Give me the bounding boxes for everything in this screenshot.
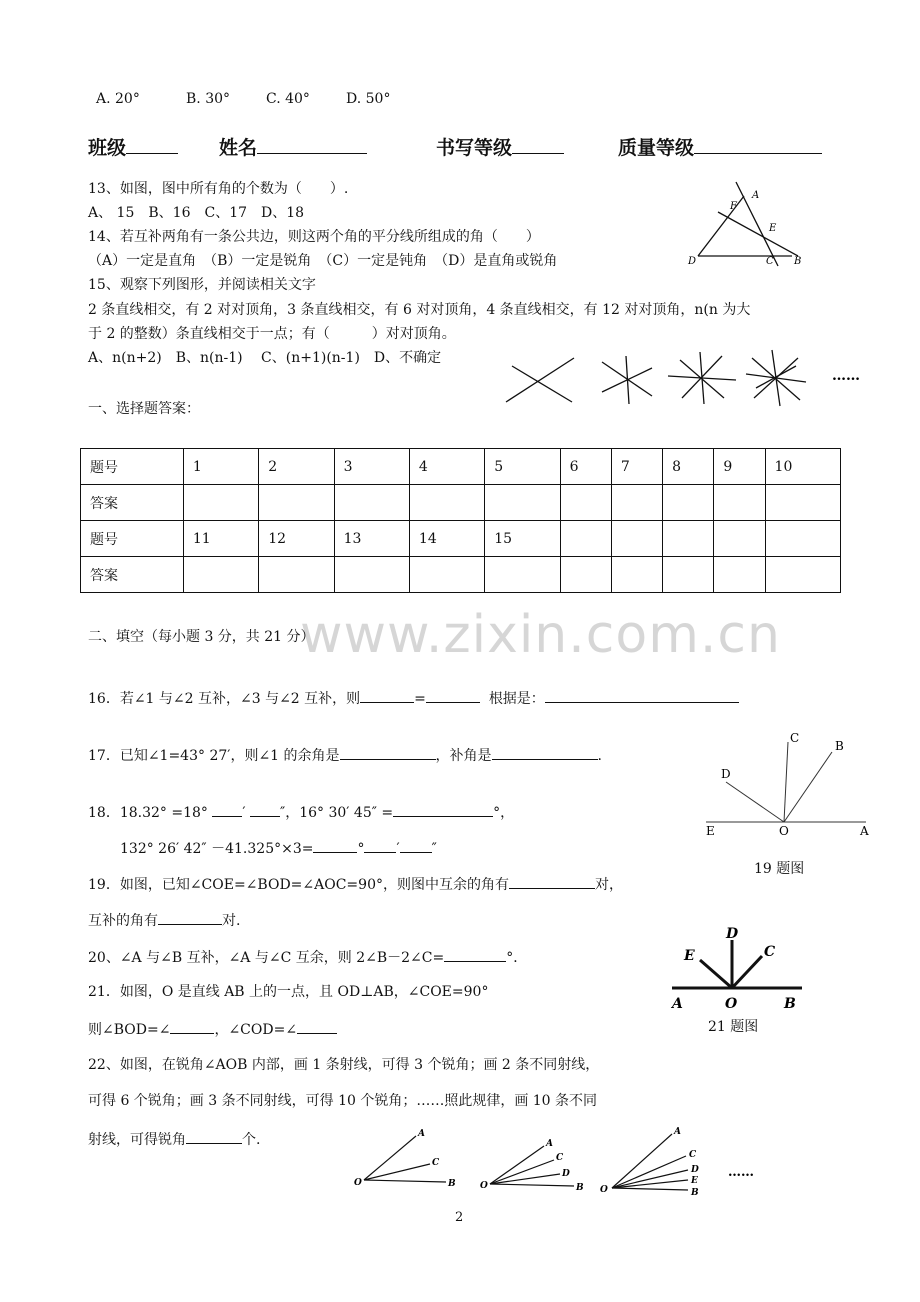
row-label: 答案 <box>81 557 184 593</box>
q13-label-b: B <box>794 256 802 267</box>
answer-cell[interactable] <box>485 557 560 593</box>
q22-line-3 <box>88 1129 260 1149</box>
answer-cell[interactable] <box>714 485 765 521</box>
q21-label-d: D <box>726 926 739 942</box>
q21-ray-oe <box>700 960 732 988</box>
svg-text:A: A <box>546 1139 553 1149</box>
q17-text-a: 17．已知∠1=43° 27′，则∠1 的余角是 <box>88 748 340 764</box>
row-label: 题号 <box>81 449 184 485</box>
question-number: 10 <box>765 449 840 485</box>
svg-text:D: D <box>562 1169 570 1179</box>
answer-cell[interactable] <box>663 485 714 521</box>
q19-text-c: 互补的角有 <box>88 913 158 929</box>
writing-grade-label: 书写等级 <box>436 137 513 159</box>
question-number: 12 <box>259 521 334 557</box>
q21-line-2 <box>88 1019 337 1039</box>
q16-text-c: 根据是： <box>488 691 545 707</box>
question-number <box>714 521 765 557</box>
svg-text:B: B <box>576 1183 584 1193</box>
svg-text:C: C <box>689 1150 697 1160</box>
q22-blank[interactable] <box>186 1129 242 1144</box>
q18-blank-degrees[interactable] <box>393 802 493 817</box>
question-number <box>611 521 662 557</box>
svg-text:O: O <box>600 1185 608 1195</box>
q16-text-b: = <box>414 691 426 707</box>
q21-blank-bod[interactable] <box>170 1019 214 1034</box>
q13-label-e: E <box>769 223 777 234</box>
q18-text-f: ° <box>357 841 365 857</box>
section2-title: 二、填空（每小题 3 分，共 21 分） <box>88 629 315 645</box>
q18-line-2 <box>120 838 437 858</box>
page-number: 2 <box>455 1210 464 1225</box>
answer-cell[interactable] <box>765 485 840 521</box>
q19-line-2 <box>88 910 240 930</box>
answer-cell[interactable] <box>259 485 334 521</box>
q12-option-a: A. 20° <box>96 91 140 107</box>
q18-text-h: ″ <box>431 841 437 857</box>
q19-ray-od <box>726 782 784 822</box>
answer-cell[interactable] <box>560 557 611 593</box>
question-number <box>765 521 840 557</box>
row-label: 答案 <box>81 485 184 521</box>
q15-text: 15、观察下列图形，并阅读相关文字 <box>88 277 316 293</box>
q17-blank-supplement[interactable] <box>492 745 598 760</box>
question-number: 9 <box>714 449 765 485</box>
q22-ellipsis: …… <box>728 1165 754 1180</box>
q21-label-a: A <box>672 996 683 1012</box>
answer-cell[interactable] <box>183 557 258 593</box>
q21-ray-oc <box>732 956 762 988</box>
q19-label-d: D <box>721 767 731 781</box>
answer-table <box>80 448 841 593</box>
q19-ray-oc <box>784 742 788 822</box>
svg-text:B: B <box>448 1179 456 1189</box>
q18-blank-sec2[interactable] <box>400 838 432 853</box>
q19-blank-complementary[interactable] <box>509 874 595 889</box>
q21-caption: 21 题图 <box>708 1019 759 1035</box>
answer-cell[interactable] <box>714 557 765 593</box>
question-number: 1 <box>183 449 258 485</box>
answer-cell[interactable] <box>663 557 714 593</box>
answer-cell[interactable] <box>409 485 484 521</box>
q19-label-c: C <box>790 731 800 745</box>
question-number: 11 <box>183 521 258 557</box>
question-number: 7 <box>611 449 662 485</box>
svg-text:E: E <box>691 1176 698 1186</box>
q16 <box>88 688 739 708</box>
q21-label-c: C <box>764 944 776 960</box>
q20-blank[interactable] <box>444 947 506 962</box>
class-label: 班级 <box>88 137 127 159</box>
q21-text-b: 则∠BOD=∠ <box>88 1022 171 1038</box>
q18-text-e: 132° 26′ 42″ －41.325°×3= <box>120 841 314 857</box>
q12-option-c: C. 40° <box>266 91 310 107</box>
table-row <box>81 557 841 593</box>
q22-fig-3-rays <box>600 1127 699 1198</box>
svg-text:O: O <box>480 1181 488 1191</box>
q13-text: 13、如图，图中所有角的个数为（ ）. <box>88 181 349 197</box>
quality-grade-blank[interactable] <box>694 135 822 154</box>
q15-figures <box>500 346 880 408</box>
q16-blank-1[interactable] <box>360 688 414 703</box>
question-number: 8 <box>663 449 714 485</box>
q21-text-c: ，∠COD=∠ <box>214 1022 298 1038</box>
q19-text-b: 对， <box>594 877 623 893</box>
q13-line-fb <box>718 212 798 256</box>
question-number: 15 <box>485 521 560 557</box>
q18-text-b: ′ <box>242 805 246 821</box>
q21-figure <box>668 918 808 1014</box>
q21-text: 21．如图，O 是直线 AB 上的一点，且 OD⊥AB，∠COE=90° <box>88 984 489 1000</box>
q15-fig-5-lines <box>746 350 806 406</box>
q18-blank-deg2[interactable] <box>313 838 357 853</box>
svg-text:O: O <box>354 1178 362 1188</box>
q20-text-a: 20、∠A 与∠B 互补，∠A 与∠C 互余，则 2∠B－2∠C= <box>88 950 445 966</box>
q13-label-c: C <box>766 256 774 267</box>
svg-text:C: C <box>432 1158 440 1168</box>
class-blank[interactable] <box>126 135 178 154</box>
answer-cell[interactable] <box>765 557 840 593</box>
question-number: 13 <box>334 521 409 557</box>
svg-text:D: D <box>691 1165 699 1175</box>
q19-figure <box>700 726 880 838</box>
table-row <box>81 521 841 557</box>
q18-text-d: °， <box>493 805 515 821</box>
q19-label-a: A <box>860 824 869 838</box>
q21-blank-cod[interactable] <box>297 1019 337 1034</box>
q17 <box>88 745 602 765</box>
section1-title: 一、选择题答案： <box>88 401 200 417</box>
q14-options: （A）一定是直角 （B）一定是锐角 （C）一定是钝角 （D）是直角或锐角 <box>88 253 558 269</box>
answer-cell[interactable] <box>183 485 258 521</box>
q19-text-a: 19．如图，已知∠COE=∠BOD=∠AOC=90°，则图中互余的角有 <box>88 877 509 893</box>
q21-label-e: E <box>684 948 695 964</box>
writing-grade-blank[interactable] <box>512 135 564 154</box>
answer-cell[interactable] <box>409 557 484 593</box>
question-number: 4 <box>409 449 484 485</box>
name-blank[interactable] <box>257 135 367 154</box>
writing-grade-field <box>436 133 564 160</box>
q20-text-b: °． <box>506 950 528 966</box>
q15-fig-4-lines <box>668 352 736 404</box>
q15-ellipsis: …… <box>832 368 860 384</box>
answer-cell[interactable] <box>611 557 662 593</box>
q17-text-b: ，补角是 <box>435 748 492 764</box>
q17-text-c: . <box>597 748 602 764</box>
q18-blank-seconds[interactable] <box>250 802 280 817</box>
q13-label-d: D <box>688 256 697 267</box>
answer-cell[interactable] <box>611 485 662 521</box>
q22-fig-1-ray <box>354 1129 456 1189</box>
svg-text:B: B <box>691 1188 699 1198</box>
svg-text:A: A <box>418 1129 425 1139</box>
answer-cell[interactable] <box>560 485 611 521</box>
q14-text: 14、若互补两角有一条公共边，则这两个角的平分线所组成的角（ ） <box>88 229 540 245</box>
q19-label-e: E <box>706 824 715 838</box>
q13-label-f: F <box>730 201 737 212</box>
q22-text-c: 射线，可得锐角 <box>88 1132 186 1148</box>
q21-label-b: B <box>784 996 796 1012</box>
q18-line-1 <box>88 802 514 822</box>
q13-line-ad <box>698 196 744 256</box>
question-number: 3 <box>334 449 409 485</box>
q15-fig-3-lines <box>602 356 652 404</box>
q16-blank-reason[interactable] <box>545 688 739 703</box>
quality-grade-field <box>618 133 822 160</box>
q17-blank-complement[interactable] <box>340 745 436 760</box>
q19-label-o: O <box>779 824 789 838</box>
q22-fig-2-rays <box>480 1139 584 1193</box>
q18-text-g: ′ <box>396 841 400 857</box>
q22-line-2: 可得 6 个锐角；画 3 条不同射线，可得 10 个锐角；……照此规律，画 10 条不同 <box>88 1093 598 1109</box>
quality-grade-label: 质量等级 <box>618 137 695 159</box>
question-number <box>560 521 611 557</box>
name-label: 姓名 <box>219 137 258 159</box>
q13-label-a: A <box>752 190 760 201</box>
answer-cell[interactable] <box>334 557 409 593</box>
q18-text-a: 18．18.32° =18° <box>88 805 208 821</box>
q19-ray-ob <box>784 752 832 822</box>
svg-text:A: A <box>674 1127 681 1137</box>
q22-text-d: 个. <box>242 1132 261 1148</box>
q16-blank-2[interactable] <box>426 688 480 703</box>
watermark: www.zixin.com.cn <box>300 605 781 665</box>
q19-line-1 <box>88 874 623 894</box>
q18-blank-min2[interactable] <box>364 838 396 853</box>
q12-option-d: D. 50° <box>346 91 391 107</box>
question-number: 5 <box>485 449 560 485</box>
answer-cell[interactable] <box>259 557 334 593</box>
question-number: 2 <box>259 449 334 485</box>
q13-figure <box>680 178 810 270</box>
q12-option-b: B. 30° <box>186 91 231 107</box>
q16-text-a: 16．若∠1 与∠2 互补，∠3 与∠2 互补，则 <box>88 691 361 707</box>
q20 <box>88 947 527 967</box>
q19-text-d: 对. <box>222 913 241 929</box>
q21-label-o: O <box>725 996 738 1012</box>
answer-cell[interactable] <box>485 485 560 521</box>
q19-label-b: B <box>835 739 844 753</box>
question-number <box>663 521 714 557</box>
q15-fig-2-lines <box>506 358 574 402</box>
question-number: 6 <box>560 449 611 485</box>
svg-text:C: C <box>556 1153 564 1163</box>
class-field <box>88 133 178 160</box>
table-row <box>81 449 841 485</box>
q22-figures <box>350 1124 760 1200</box>
q18-text-c: ″，16° 30′ 45″ = <box>279 805 394 821</box>
question-number: 14 <box>409 521 484 557</box>
q22-line-1: 22、如图，在锐角∠AOB 内部，画 1 条射线，可得 3 个锐角；画 2 条不同射线， <box>88 1057 600 1073</box>
q15-body-2: 于 2 的整数）条直线相交于一点；有（ ）对对顶角。 <box>88 326 456 342</box>
row-label: 题号 <box>81 521 184 557</box>
q19-caption: 19 题图 <box>754 861 805 877</box>
answer-cell[interactable] <box>334 485 409 521</box>
table-row <box>81 485 841 521</box>
q15-options: A、n(n+2) B、n(n-1) C、(n+1)(n-1) D、不确定 <box>88 350 442 366</box>
name-field <box>219 133 367 160</box>
q18-blank-minutes[interactable] <box>212 802 242 817</box>
q13-options: A、 15 B、16 C、17 D、18 <box>88 205 305 221</box>
q15-body-1: 2 条直线相交，有 2 对对顶角，3 条直线相交，有 6 对对顶角，4 条直线相交，有 12 对对顶角，n(n 为大 <box>88 302 751 318</box>
q19-blank-supplementary[interactable] <box>158 910 222 925</box>
